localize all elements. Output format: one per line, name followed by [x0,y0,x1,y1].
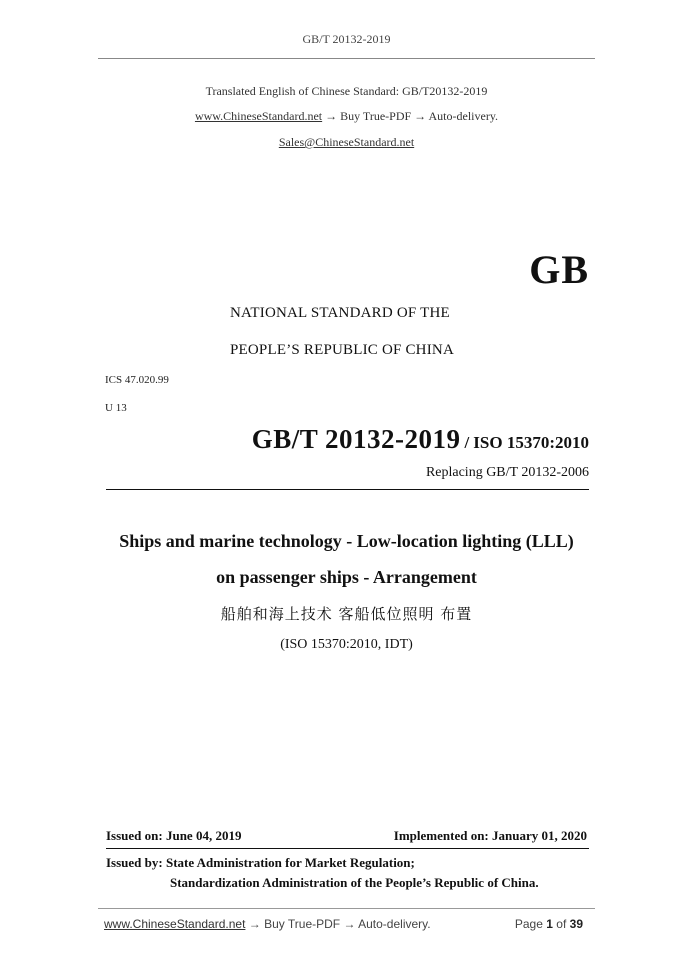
ccs-code: U 13 [105,402,127,414]
ics-code: ICS 47.020.99 [105,374,169,386]
standard-number: GB/T 20132-2019 [251,424,461,454]
national-standard-line2: PEOPLE’S REPUBLIC OF CHINA [230,342,454,358]
footer-site-link[interactable]: www.ChineseStandard.net [104,917,246,931]
translation-note: Translated English of Chinese Standard: GB/T20132-2019 [205,84,488,98]
issuer-line1: Issued by: State Administration for Market Regulation; [106,855,415,870]
standard-number-block [252,424,589,455]
page-number: 1 [546,917,553,931]
of-label: of [556,917,567,931]
replacing-standard: Replacing GB/T 20132-2006 [425,465,589,480]
purchase-line [0,109,693,124]
iso-equivalence: (ISO 15370:2010, IDT) [280,637,413,652]
running-header: GB/T 20132-2019 [302,32,391,46]
implemented-date: Implemented on: January 01, 2020 [393,828,587,843]
dates-divider [106,848,589,849]
national-standard-line1: NATIONAL STANDARD OF THE [230,305,450,321]
english-title-line2: on passenger ships - Arrangement [216,567,477,587]
separator: / [464,433,470,452]
iso-number: ISO 15370:2010 [473,433,589,452]
page-indicator [515,917,583,931]
footer-purchase-text: → Buy True-PDF → Auto-delivery. [248,917,431,931]
english-title-line1: Ships and marine technology - Low-location lighting (LLL) [119,531,574,551]
issuer-line2: Standardization Administration of the People’s Republic of China. [170,875,539,890]
page-total: 39 [569,917,583,931]
footer-divider [98,908,595,909]
site-link[interactable]: www.ChineseStandard.net [194,109,323,123]
gb-mark: GB [529,247,589,292]
chinese-title: 船舶和海上技术 客船低位照明 布置 [220,605,473,623]
email-line [0,135,693,150]
issued-date: Issued on: June 04, 2019 [106,828,242,843]
header-divider [98,58,595,59]
page-label: Page [514,917,543,931]
sales-email-link[interactable]: Sales@ChineseStandard.net [278,135,415,149]
title-divider [106,489,589,490]
purchase-text: → Buy True-PDF → Auto-delivery. [325,109,499,123]
footer-purchase-line [104,917,431,931]
